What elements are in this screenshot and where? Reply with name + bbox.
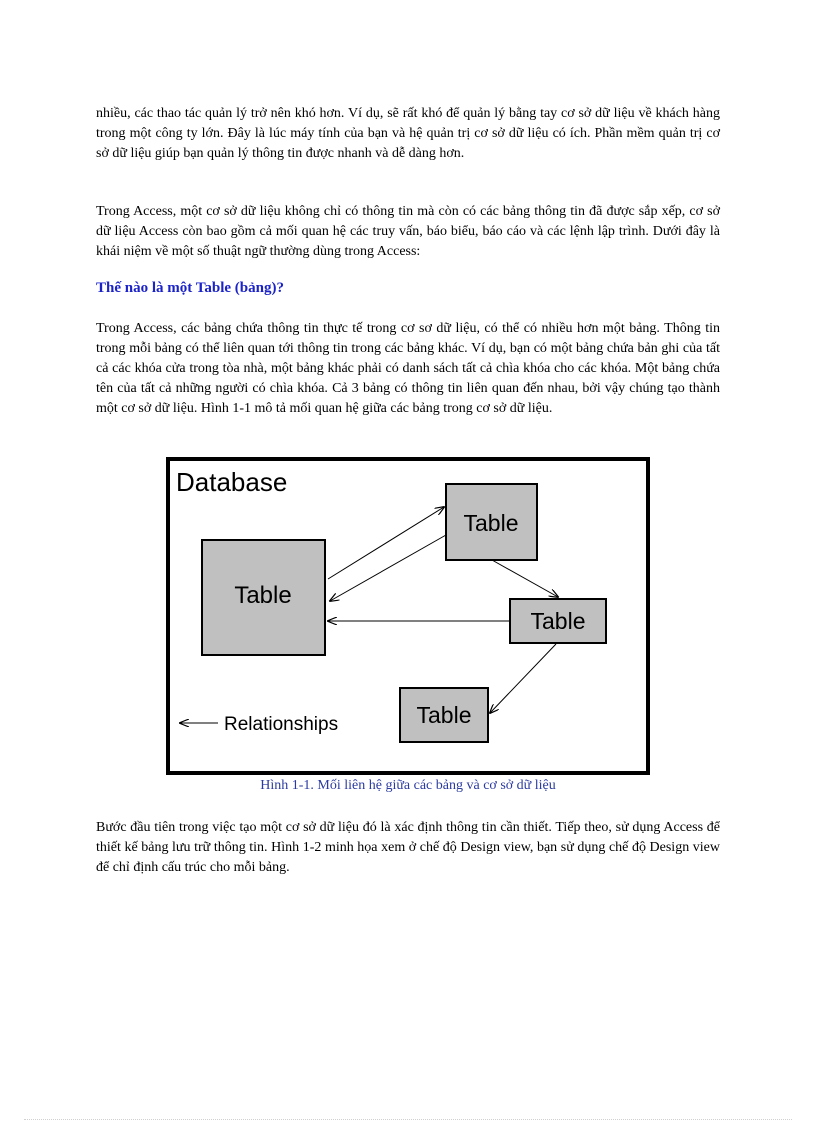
- database-diagram-svg: [166, 457, 650, 775]
- database-title: Database: [176, 467, 288, 497]
- section-heading-table: Thế nào là một Table (bảng)?: [96, 280, 284, 296]
- table-explanation-paragraph: Trong Access, các bảng chứa thông tin thực tế trong cơ sơ dữ liệu, có thể có nhiều hơn một bảng. Thông tin trong mỗi bảng có thể liên quan tới thông tin trong các bảng khác. Ví dụ, bạn có một bảng chứa bản ghi của tất cả các khóa cửa trong tòa nhà, một bảng khác phải có danh sách tất cả chìa khóa cho các khóa. Một bảng chứa tên của tất cả những người có chìa khóa. Cả 3 bảng có thông tin liên quan đến nhau, bởi vậy chúng tạo thành một cơ sở dữ liệu. Hình 1-1 mô tả mối quan hệ giữa các bảng trong cơ sở dữ liệu.: [96, 321, 720, 416]
- table-box-top-label: Table: [463, 510, 519, 536]
- figure-caption: Hình 1-1. Mối liên hệ giữa các bảng và cơ sở dữ liệu: [260, 778, 556, 793]
- table-box-right-label: Table: [530, 608, 586, 634]
- table-box-large-label: Table: [234, 582, 292, 609]
- access-overview-paragraph: Trong Access, một cơ sở dữ liệu không chỉ có thông tin mà còn có các bảng thông tin đã được sắp xếp, cơ sở dữ liệu Access còn bao gồm cả mối quan hệ các truy vấn, báo biểu, báo cáo và các lệnh lập trình. Dưới đây là khái niệm về một số thuật ngữ thường dùng trong Access:: [96, 204, 720, 259]
- table-box-bottom-label: Table: [416, 702, 472, 728]
- database-diagram: [166, 457, 650, 775]
- intro-paragraph: nhiều, các thao tác quản lý trở nên khó hơn. Ví dụ, sẽ rất khó để quản lý bằng tay cơ sở dữ liệu về khách hàng trong một công ty lớn. Đây là lúc máy tính của bạn và hệ quản trị cơ sở dữ liệu có ích. Phần mềm quản trị cơ sở dữ liệu giúp bạn quản lý thông tin được nhanh và dễ dàng hơn.: [96, 106, 720, 161]
- legend-relationships-label: Relationships: [224, 714, 339, 735]
- design-view-paragraph: Bước đầu tiên trong việc tạo một cơ sở dữ liệu đó là xác định thông tin cần thiết. Tiếp theo, sử dụng Access để thiết kế bảng lưu trữ thông tin. Hình 1-2 minh họa xem ở chế độ Design view, bạn sử dụng chế độ Design view để chỉ định cấu trúc cho mỗi bảng.: [96, 820, 720, 875]
- page-bottom-divider: [24, 1119, 792, 1120]
